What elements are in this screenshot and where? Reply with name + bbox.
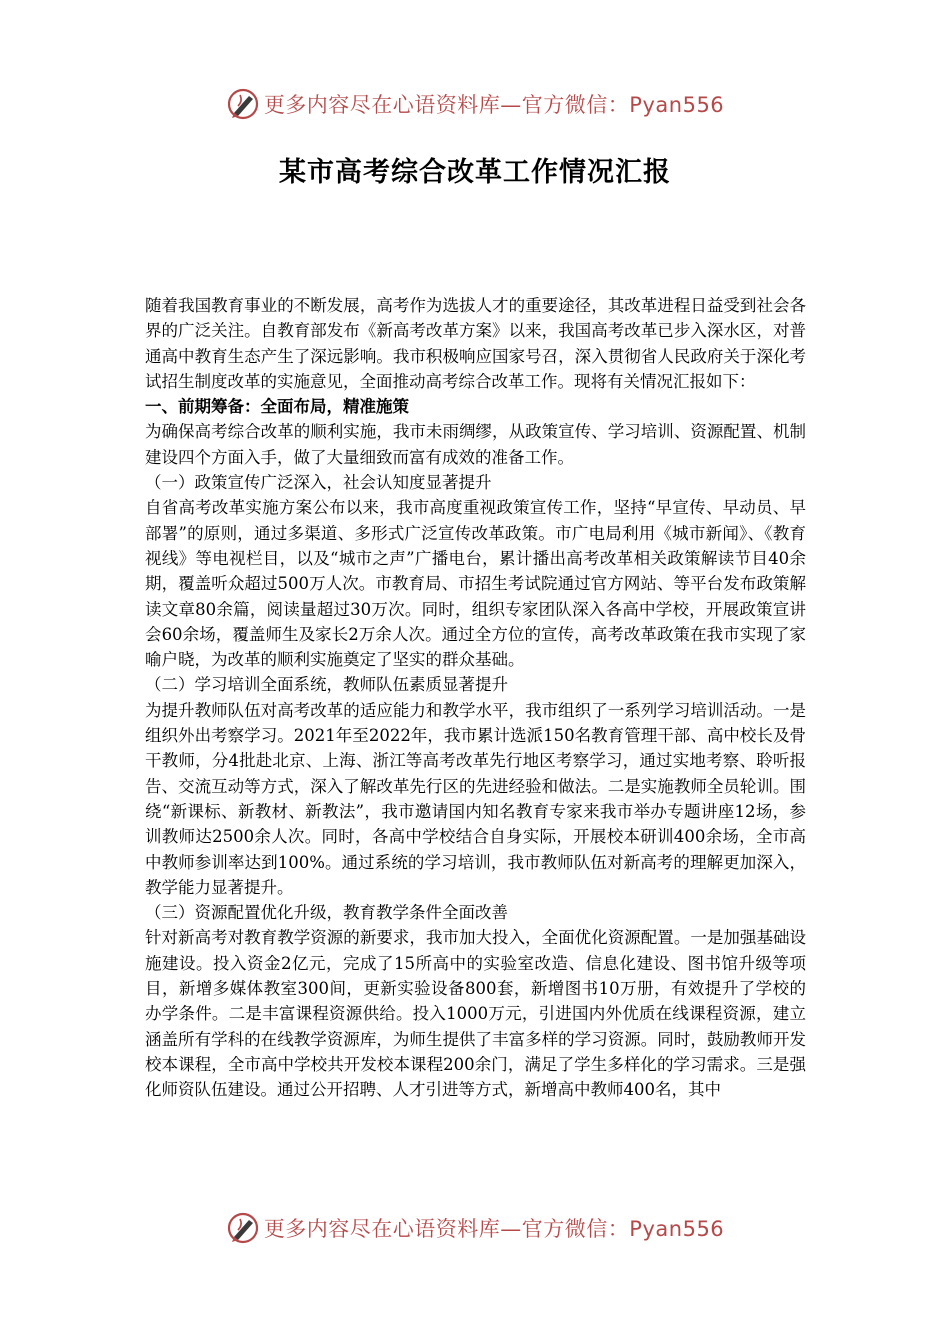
subsection-3-paragraph: 针对新高考对教育教学资源的新要求，我市加大投入，全面优化资源配置。一是加强基础设施建设。投入资金2亿元，完成了15所高中的实验室改造、信息化建设、图书馆升级等项目，新增多媒体教室300间，更新实验设备800套，新增图书10万册，有效提升了学校的办学条件。二是丰富课程资源供给。投入1000万元，引进国内外优质在线课程资源，建立涵盖所有学科的在线教学资源库，为师生提供了丰富多样的学习资源。同时，鼓励教师开发校本课程，全市高中学校共开发校本课程200余门，满足了学生多样化的学习需求。三是强化师资队伍建设。通过公开招聘、人才引进等方式，新增高中教师400名，其中 xyxy=(145,928,806,1100)
document-title: 某市高考综合改革工作情况汇报 xyxy=(279,157,671,188)
footer-banner xyxy=(0,1208,950,1248)
subsection-heading-1: （一）政策宣传广泛深入，社会认知度显著提升 xyxy=(145,473,492,493)
header-banner xyxy=(0,84,950,124)
subsection-heading-3: （三）资源配置优化升级，教育教学条件全面改善 xyxy=(145,903,508,923)
footer-banner-text: 更多内容尽在心语资料库—官方微信：Pyan556 xyxy=(263,1217,725,1241)
document-body xyxy=(145,293,806,1103)
subsection-1-paragraph: 自省高考改革实施方案公布以来，我市高度重视政策宣传工作，坚持“早宣传、早动员、早部署”的原则，通过多渠道、多形式广泛宣传改革政策。市广电局利用《城市新闻》、《教育视线》等电视栏目，以及“城市之声”广播电台，累计播出高考改革相关政策解读节目40余期，覆盖听众超过500万人次。市教育局、市招生考试院通过官方网站、等平台发布政策解读文章80余篇，阅读量超过30万次。同时，组织专家团队深入各高中学校，开展政策宣讲会60余场，覆盖师生及家长2万余人次。通过全方位的宣传，高考改革政策在我市实现了家喻户晓，为改革的顺利实施奠定了坚实的群众基础。 xyxy=(145,498,806,670)
pen-logo-icon xyxy=(226,1211,260,1245)
subsection-2-paragraph: 为提升教师队伍对高考改革的适应能力和教学水平，我市组织了一系列学习培训活动。一是组织外出考察学习。2021年至2022年，我市累计选派150名教育管理干部、高中校长及骨干教师，分4批赴北京、上海、浙江等高考改革先行地区考察学习，通过实地考察、聆听报告、交流互动等方式，深入了解改革先行区的先进经验和做法。二是实施教师全员轮训。围绕“新课标、新教材、新教法”，我市邀请国内知名教育专家来我市举办专题讲座12场，参训教师达2500余人次。同时，各高中学校结合自身实际，开展校本研训400余场，全市高中教师参训率达到100%。通过系统的学习培训，我市教师队伍对新高考的理解更加深入，教学能力显著提升。 xyxy=(145,700,806,897)
header-banner-text: 更多内容尽在心语资料库—官方微信：Pyan556 xyxy=(263,93,725,117)
section-heading-1: 一、前期筹备：全面布局，精准施策 xyxy=(145,397,409,417)
intro-paragraph: 随着我国教育事业的不断发展，高考作为选拔人才的重要途径，其改革进程日益受到社会各界的广泛关注。自教育部发布《新高考改革方案》以来，我国高考改革已步入深水区，对普通高中教育生态产生了深远影响。我市积极响应国家号召，深入贯彻省人民政府关于深化考试招生制度改革的实施意见，全面推动高考综合改革工作。现将有关情况汇报如下： xyxy=(145,296,806,391)
section-1-paragraph: 为确保高考综合改革的顺利实施，我市未雨绸缪，从政策宣传、学习培训、资源配置、机制建设四个方面入手，做了大量细致而富有成效的准备工作。 xyxy=(145,422,806,467)
pen-logo-icon xyxy=(226,87,260,121)
subsection-heading-2: （二）学习培训全面系统，教师队伍素质显著提升 xyxy=(145,675,508,695)
